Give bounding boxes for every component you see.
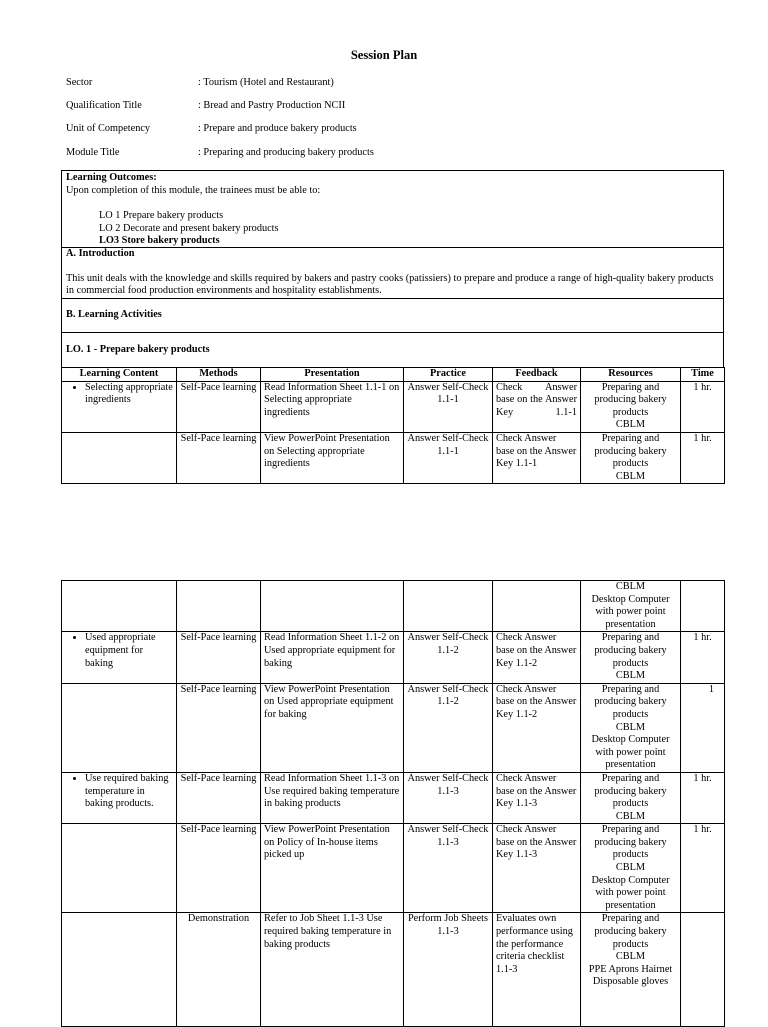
column-header: Practice [404,368,493,382]
practice-cell: Perform Job Sheets 1.1-3 [404,913,493,1027]
presentation-cell [261,581,404,632]
column-header: Time [681,368,725,382]
table-row [62,683,725,772]
activities-table-1 [61,367,725,484]
presentation-cell: View PowerPoint Presentation on Policy of In-house items picked up [261,824,404,913]
resource-item: CBLM [615,721,646,733]
feedback-cell [493,581,581,632]
resource-item: Preparing and producing bakery products [594,381,667,418]
resource-item: Desktop Computer with power point presentation [591,874,670,911]
table-row [62,772,725,823]
practice-cell: Answer Self-Check 1.1-2 [404,632,493,683]
table-row [62,824,725,913]
resource-item: Desktop Computer with power point presentation [591,734,670,771]
resources-cell [581,824,681,913]
method-cell: Self-Pace learning [177,683,261,772]
info-label: Qualification Title [66,100,142,111]
info-value: : Tourism (Hotel and Restaurant) [198,77,334,88]
page-title: Session Plan [350,48,418,62]
method-cell: Self-Pace learning [177,381,261,432]
time-cell: 1 hr. [681,824,725,913]
outcomes-intro: Upon completion of this module, the trainees must be able to: [66,184,321,196]
lo1-box [61,332,724,368]
presentation-cell: View PowerPoint Presentation on Used appropriate equipment for baking [261,683,404,772]
feedback-text: Check Answer base on the Answer Key 1.1-1 [496,381,577,418]
info-label: Module Title [66,147,120,158]
feedback-cell [493,381,581,432]
column-header: Presentation [261,368,404,382]
presentation-cell: Read Information Sheet 1.1-1 on Selecting appropriate ingredients [261,381,404,432]
learning-content-cell [62,432,177,483]
table-row [62,581,725,632]
presentation-cell: Read Information Sheet 1.1-3 on Use required baking temperature in baking products [261,772,404,823]
learning-content: • Used appropriate equipment for baking [85,632,173,670]
learning-outcomes-box [61,170,724,248]
feedback-cell: Check Answer base on the Answer Key 1.1-1 [493,432,581,483]
activities-table-2 [61,580,725,1027]
info-value: : Prepare and produce bakery products [198,123,357,134]
resource-item: CBLM [615,470,646,482]
practice-cell: Answer Self-Check 1.1-1 [404,432,493,483]
feedback-cell: Evaluates own performance using the performance criteria checklist 1.1-3 [493,913,581,1027]
resource-item: Preparing and producing bakery products [594,432,667,470]
table-row [62,381,725,432]
table-row [62,913,725,1027]
resources-cell [581,913,681,1027]
resource-item: Preparing and producing bakery products [594,772,667,810]
info-label: Sector [66,77,93,88]
method-cell: Demonstration [177,913,261,1027]
learning-content: • Selecting appropriate ingredients [85,382,173,407]
resource-item: CBLM [615,670,646,682]
resource-item: CBLM [615,419,646,431]
presentation-cell: View PowerPoint Presentation on Selecting appropriate ingredients [261,432,404,483]
resource-item: Desktop Computer with power point presentation [591,593,670,630]
feedback-cell: Check Answer base on the Answer Key 1.1-2 [493,683,581,772]
resource-item: CBLM [615,951,646,963]
time-cell: 1 hr. [681,381,725,432]
learning-content: • Use required baking temperature in baking products. [85,773,173,811]
time-cell [681,913,725,1027]
time-cell [681,581,725,632]
introduction-text: This unit deals with the knowledge and skills required by bakers and pastry cooks (patissiers) to prepare and produce a range of high-quality bakery products in commercial food production environments and hospitality establishments. [66,272,714,297]
resources-cell [581,432,681,483]
introduction-box [61,247,724,299]
resource-item: Preparing and producing bakery products [594,913,667,950]
method-cell: Self-Pace learning [177,632,261,683]
presentation-cell: Refer to Job Sheet 1.1-3 Use required baking temperature in baking products [261,913,404,1027]
resource-item: CBLM [615,810,646,822]
learning-content-cell [62,913,177,1027]
method-cell: Self-Pace learning [177,824,261,913]
resources-cell [581,772,681,823]
outcome-item: LO3 Store bakery products [99,235,220,247]
resources-cell [581,683,681,772]
presentation-cell: Read Information Sheet 1.1-2 on Used appropriate equipment for baking [261,632,404,683]
practice-cell: Answer Self-Check 1.1-1 [404,381,493,432]
resource-item: Preparing and producing bakery products [594,683,667,720]
learning-activities-box [61,298,724,333]
learning-content-cell [62,824,177,913]
lo1-heading: LO. 1 - Prepare bakery products [66,344,210,355]
feedback-cell: Check Answer base on the Answer Key 1.1-2 [493,632,581,683]
table-row [62,432,725,483]
learning-content-cell [62,381,177,432]
resources-cell [581,581,681,632]
practice-cell: Answer Self-Check 1.1-2 [404,683,493,772]
outcome-item: LO 1 Prepare bakery products [99,210,224,222]
column-header: Learning Content [62,368,177,382]
info-value: : Bread and Pastry Production NCII [198,100,346,111]
column-header: Methods [177,368,261,382]
learning-content-cell [62,581,177,632]
resource-item: Preparing and producing bakery products [594,824,667,861]
resources-cell [581,632,681,683]
practice-cell [404,581,493,632]
column-header: Resources [581,368,681,382]
time-cell: 1 hr. [681,772,725,823]
info-label: Unit of Competency [66,123,151,134]
time-cell: 1 hr. [681,632,725,683]
feedback-cell: Check Answer base on the Answer Key 1.1-3 [493,772,581,823]
resource-item: Preparing and producing bakery products [594,632,667,669]
outcome-item: LO 2 Decorate and present bakery products [99,222,279,234]
method-cell [177,581,261,632]
table-header-row [62,368,725,382]
learning-content-cell [62,632,177,683]
practice-cell: Answer Self-Check 1.1-3 [404,772,493,823]
resource-item: CBLM [615,581,646,592]
table-row [62,632,725,683]
learning-content-cell [62,772,177,823]
info-value: : Preparing and producing bakery products [198,147,374,158]
resources-cell [581,381,681,432]
feedback-cell: Check Answer base on the Answer Key 1.1-3 [493,824,581,913]
resource-item: PPE Aprons Hairnet Disposable gloves [588,963,673,988]
practice-cell: Answer Self-Check 1.1-3 [404,824,493,913]
time-cell: 1 hr. [681,432,725,483]
resource-item: CBLM [615,862,646,874]
time-cell: 1 [681,683,725,772]
introduction-heading: A. Introduction [66,248,135,259]
outcomes-heading: Learning Outcomes: [66,172,157,183]
method-cell: Self-Pace learning [177,432,261,483]
column-header: Feedback [493,368,581,382]
method-cell: Self-Pace learning [177,772,261,823]
learning-activities-heading: B. Learning Activities [66,309,162,320]
learning-content-cell [62,683,177,772]
